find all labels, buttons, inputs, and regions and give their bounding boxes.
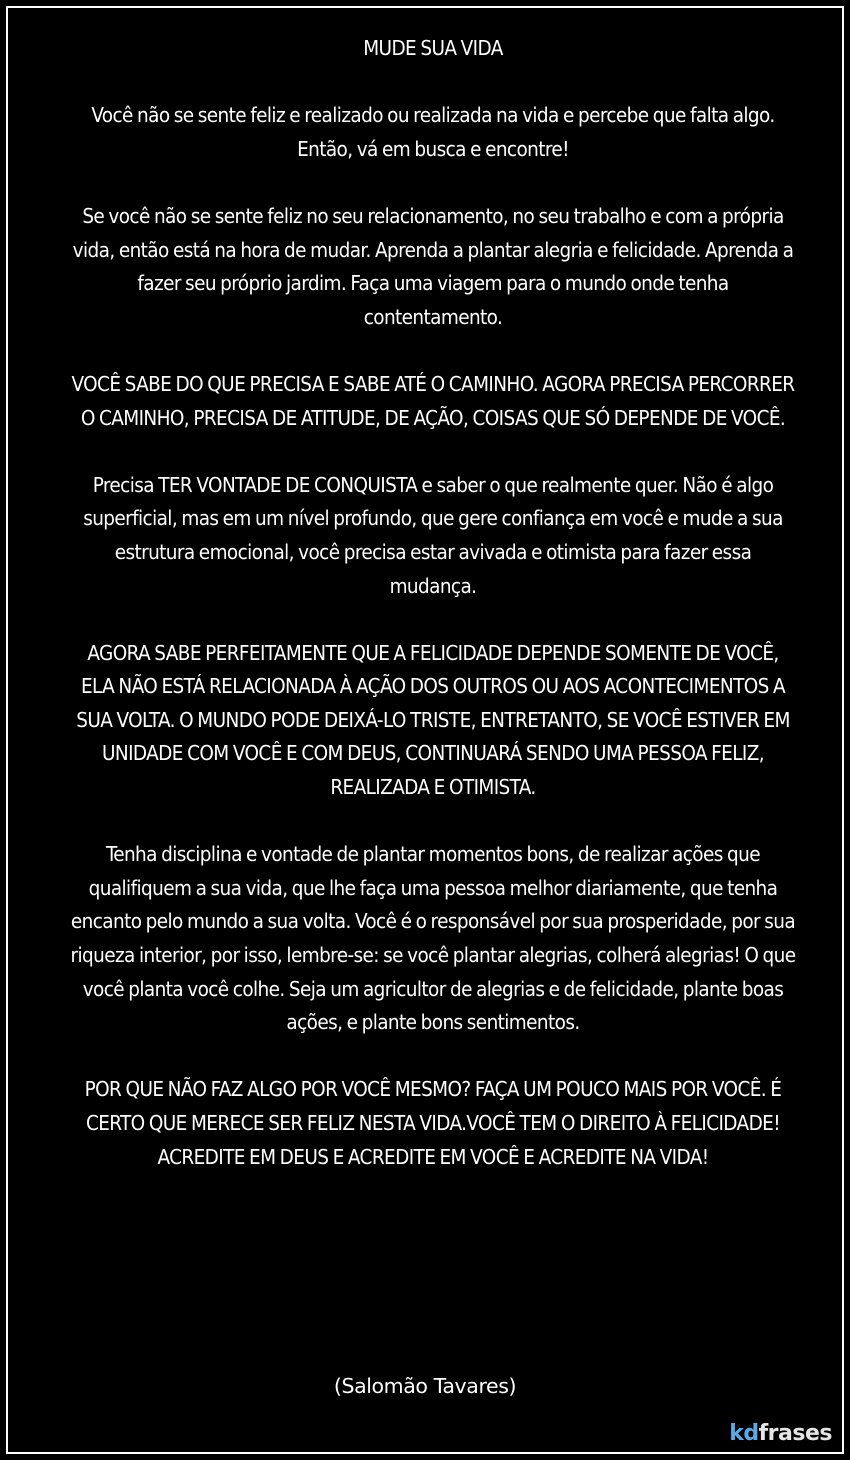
quote-text (70, 32, 796, 1174)
quote-author: (Salomão Tavares) (333, 1374, 517, 1398)
logo-suffix: frases (758, 1421, 832, 1446)
logo-prefix: kd (729, 1421, 759, 1446)
quote-paragraph: Se você não se sente feliz no seu relacionamento, no seu trabalho e com a própria vida, então está na hora de mudar. Aprenda a plantar alegria e felicidade. Aprenda a fazer seu próprio jardim. Faça uma viagem para o mundo onde tenha contentamento. (72, 203, 794, 329)
quote-title: MUDE SUA VIDA (363, 36, 503, 60)
quote-paragraph: Tenha disciplina e vontade de plantar momentos bons, de realizar ações que qualifiquem a sua vida, que lhe faça uma pessoa melhor diariamente, que tenha encanto pelo mundo a sua volta. Você é o responsável por sua prosperidade, por sua riqueza interior, por isso, lembre-se: se você plantar alegrias, colherá alegrias! O que você planta você colhe. Seja um agricultor de alegrias e de felicidade, plante boas ações, e plante bons sentimentos. (70, 842, 796, 1035)
kdfrases-logo[interactable] (729, 1421, 832, 1447)
quote-paragraph: Então, vá em busca e encontre! (297, 136, 569, 161)
quote-paragraph: Você não se sente feliz e realizado ou realizada na vida e percebe que falta algo. (91, 103, 775, 128)
quote-paragraph: AGORA SABE PERFEITAMENTE QUE A FELICIDADE DEPENDE SOMENTE DE VOCÊ, ELA NÃO ESTÁ RELACIONADA À AÇÃO DOS OUTROS OU AOS ACONTECIMENTOS A SUA VOLTA. O MUNDO PODE DEIXÁ-LO TRISTE, ENTRETANTO, SE VOCÊ ESTIVER EM UNIDADE COM VOCÊ E COM DEUS, CONTINUARÁ SENDO UMA PESSOA FELIZ, REALIZADA E OTIMISTA. (76, 640, 790, 800)
quote-paragraph: Precisa TER VONTADE DE CONQUISTA e saber o que realmente quer. Não é algo superficial, mas em um nível profundo, que gere confiança em você e mude a sua estrutura emocional, você precisa estar avivada e otimista para fazer essa mudança. (83, 472, 783, 598)
quote-frame (6, 6, 844, 1454)
quote-paragraph: POR QUE NÃO FAZ ALGO POR VOCÊ MESMO? FAÇA UM POUCO MAIS POR VOCÊ. É CERTO QUE MERECE SER FELIZ NESTA VIDA.VOCÊ TEM O DIREITO À FELICIDADE! ACREDITE EM DEUS E ACREDITE EM VOCÊ E ACREDITE NA VIDA! (84, 1077, 782, 1169)
quote-paragraph: VOCÊ SABE DO QUE PRECISA E SABE ATÉ O CAMINHO. AGORA PRECISA PERCORRER O CAMINHO, PRECISA DE ATITUDE, DE AÇÃO, COISAS QUE SÓ DEPENDE DE VOCÊ. (71, 371, 795, 430)
